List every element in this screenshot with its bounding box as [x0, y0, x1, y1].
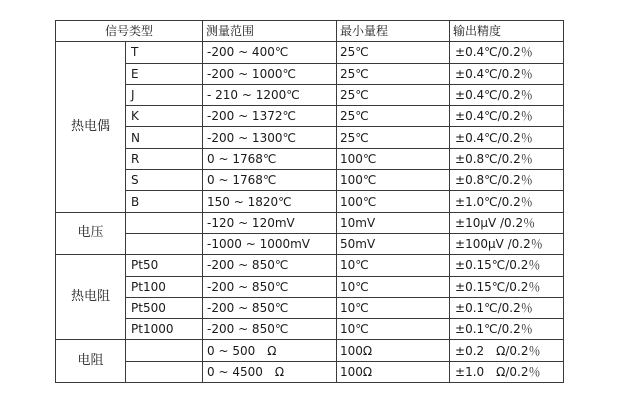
table-row [56, 255, 564, 276]
table-body [56, 42, 564, 383]
min-span-cell: 100℃ [337, 148, 450, 169]
min-span-cell: 100Ω [337, 361, 450, 382]
measure-range-cell: 0 ~ 1768℃ [203, 170, 337, 191]
table-row [56, 84, 564, 105]
output-accuracy-cell: ±100μV /0.2％ [450, 233, 564, 254]
signal-subtype-cell: N [126, 127, 203, 148]
signal-subtype-cell: T [126, 42, 203, 63]
table-row [56, 297, 564, 318]
signal-subtype-cell: K [126, 106, 203, 127]
output-accuracy-cell: ±0.1℃/0.2％ [450, 297, 564, 318]
min-span-cell: 10℃ [337, 255, 450, 276]
table-row [56, 340, 564, 361]
signal-subtype-cell: S [126, 170, 203, 191]
output-accuracy-cell: ±1.0 Ω/0.2％ [450, 361, 564, 382]
min-span-cell: 25℃ [337, 42, 450, 63]
table-row [56, 361, 564, 382]
signal-group-label: 热电阻 [56, 255, 126, 340]
output-accuracy-cell: ±0.4℃/0.2％ [450, 127, 564, 148]
measure-range-cell: -200 ~ 1300℃ [203, 127, 337, 148]
measure-range-cell: -200 ~ 850℃ [203, 297, 337, 318]
min-span-cell: 10mV [337, 212, 450, 233]
signal-subtype-cell: Pt500 [126, 297, 203, 318]
header-signal-type: 信号类型 [56, 21, 203, 42]
signal-subtype-cell [126, 340, 203, 361]
signal-subtype-cell [126, 361, 203, 382]
min-span-cell: 50mV [337, 233, 450, 254]
min-span-cell: 25℃ [337, 63, 450, 84]
table-row [56, 106, 564, 127]
signal-subtype-cell: R [126, 148, 203, 169]
output-accuracy-cell: ±10μV /0.2％ [450, 212, 564, 233]
measure-range-cell: 0 ~ 4500 Ω [203, 361, 337, 382]
output-accuracy-cell: ±1.0℃/0.2％ [450, 191, 564, 212]
measure-range-cell: -200 ~ 1000℃ [203, 63, 337, 84]
signal-subtype-cell: B [126, 191, 203, 212]
output-accuracy-cell: ±0.4℃/0.2％ [450, 63, 564, 84]
output-accuracy-cell: ±0.8℃/0.2％ [450, 148, 564, 169]
table-row [56, 233, 564, 254]
output-accuracy-cell: ±0.15℃/0.2％ [450, 255, 564, 276]
signal-group-label: 电阻 [56, 340, 126, 383]
signal-subtype-cell: J [126, 84, 203, 105]
signal-subtype-cell [126, 233, 203, 254]
measure-range-cell: - 210 ~ 1200℃ [203, 84, 337, 105]
signal-subtype-cell: Pt1000 [126, 319, 203, 340]
signal-subtype-cell: Pt100 [126, 276, 203, 297]
signal-subtype-cell: Pt50 [126, 255, 203, 276]
measure-range-cell: 150 ~ 1820℃ [203, 191, 337, 212]
header-output-accuracy: 输出精度 [450, 21, 564, 42]
min-span-cell: 10℃ [337, 276, 450, 297]
signal-subtype-cell: E [126, 63, 203, 84]
measure-range-cell: 0 ~ 500 Ω [203, 340, 337, 361]
signal-spec-table [55, 20, 564, 383]
min-span-cell: 10℃ [337, 297, 450, 318]
header-row [56, 21, 564, 42]
header-min-span: 最小量程 [337, 21, 450, 42]
min-span-cell: 25℃ [337, 106, 450, 127]
table-row [56, 212, 564, 233]
output-accuracy-cell: ±0.4℃/0.2％ [450, 84, 564, 105]
signal-group-label: 热电偶 [56, 42, 126, 212]
table-row [56, 276, 564, 297]
measure-range-cell: -120 ~ 120mV [203, 212, 337, 233]
min-span-cell: 10℃ [337, 319, 450, 340]
measure-range-cell: -200 ~ 850℃ [203, 276, 337, 297]
signal-subtype-cell [126, 212, 203, 233]
table-row [56, 170, 564, 191]
min-span-cell: 100Ω [337, 340, 450, 361]
min-span-cell: 100℃ [337, 170, 450, 191]
min-span-cell: 100℃ [337, 191, 450, 212]
output-accuracy-cell: ±0.2 Ω/0.2％ [450, 340, 564, 361]
output-accuracy-cell: ±0.8℃/0.2％ [450, 170, 564, 191]
min-span-cell: 25℃ [337, 84, 450, 105]
table-row [56, 191, 564, 212]
min-span-cell: 25℃ [337, 127, 450, 148]
measure-range-cell: -1000 ~ 1000mV [203, 233, 337, 254]
table-row [56, 63, 564, 84]
measure-range-cell: -200 ~ 850℃ [203, 319, 337, 340]
measure-range-cell: -200 ~ 850℃ [203, 255, 337, 276]
output-accuracy-cell: ±0.15℃/0.2％ [450, 276, 564, 297]
measure-range-cell: 0 ~ 1768℃ [203, 148, 337, 169]
output-accuracy-cell: ±0.4℃/0.2％ [450, 106, 564, 127]
table-row [56, 148, 564, 169]
table-row [56, 319, 564, 340]
output-accuracy-cell: ±0.1℃/0.2％ [450, 319, 564, 340]
header-measure-range: 测量范围 [203, 21, 337, 42]
table-row [56, 127, 564, 148]
measure-range-cell: -200 ~ 400℃ [203, 42, 337, 63]
measure-range-cell: -200 ~ 1372℃ [203, 106, 337, 127]
output-accuracy-cell: ±0.4℃/0.2％ [450, 42, 564, 63]
table-row [56, 42, 564, 63]
signal-group-label: 电压 [56, 212, 126, 255]
